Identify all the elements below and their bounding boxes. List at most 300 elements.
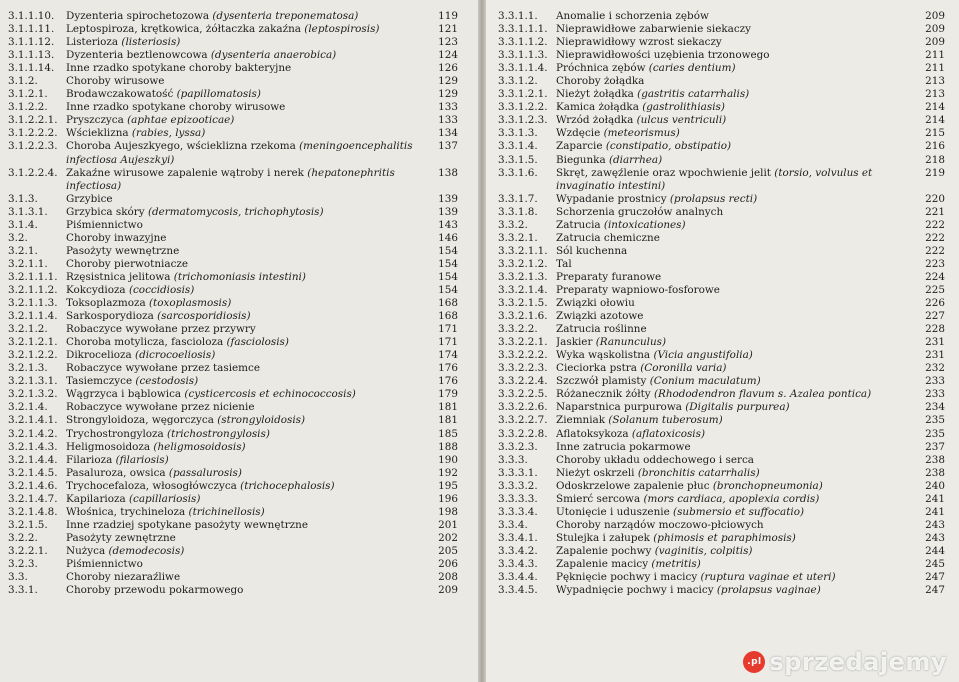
- toc-entry-title: [556, 297, 915, 310]
- toc-entry-latin: (dysenteria anaerobica): [210, 49, 337, 62]
- toc-entry-page: 198: [438, 505, 458, 518]
- toc-entry-page: 176: [438, 362, 458, 375]
- toc-entry-number: 3.1.4.: [8, 218, 38, 231]
- toc-entry-page: 154: [438, 270, 458, 283]
- toc-entry-number: 3.3.2.2.6.: [498, 401, 548, 414]
- toc-entry-page: 179: [438, 388, 458, 401]
- toc-entry-page: 231: [925, 336, 945, 349]
- toc-entry-number: 3.3.2.1.2.: [498, 257, 548, 270]
- toc-entry-latin: (trichostrongylosis): [167, 427, 270, 440]
- toc-entry-text: Zatrucia: [556, 218, 604, 231]
- watermark-logo: [743, 648, 947, 676]
- toc-entry-page: 221: [925, 205, 945, 218]
- toc-entry-page: 222: [925, 218, 945, 231]
- toc-entry: [498, 258, 945, 271]
- toc-entry-number: 3.2.1.: [8, 244, 38, 257]
- toc-entry-text: Nieprawidłowe zabarwienie siekaczy: [556, 23, 751, 36]
- toc-entry: [8, 219, 458, 232]
- toc-entry-latin: (submersio et suffocatio): [673, 505, 805, 518]
- toc-entry: [498, 193, 945, 206]
- toc-entry-text: Wągrzyca i bąblowica: [66, 388, 185, 401]
- toc-entry-page: 224: [925, 270, 945, 283]
- toc-entry-title: [556, 545, 915, 558]
- toc-entry: [498, 75, 945, 88]
- toc-entry-page: 237: [925, 440, 945, 453]
- toc-entry-text: Tasiemczyce: [66, 375, 136, 388]
- toc-entry-number: 3.3.2.2.: [498, 323, 538, 336]
- toc-entry-text: Robaczyce wywołane przez nicienie: [66, 401, 255, 414]
- toc-entry: [8, 375, 458, 388]
- right-page: [486, 0, 959, 682]
- toc-entry-text: Toksoplazmoza: [66, 297, 149, 310]
- toc-entry-title: [556, 88, 915, 101]
- toc-entry: [8, 62, 458, 75]
- toc-entry-number: 3.3.1.8.: [498, 205, 538, 218]
- toc-entry-page: 213: [925, 75, 945, 88]
- toc-entry-page: 137: [438, 140, 458, 153]
- toc-entry-number: 3.2.1.4.4.: [8, 453, 58, 466]
- toc-entry-number: 3.1.1.11.: [8, 23, 55, 36]
- toc-entry-number: 3.2.1.2.2.: [8, 349, 58, 362]
- toc-entry-title: [556, 362, 915, 375]
- toc-entry-title: [556, 388, 915, 401]
- toc-entry: [498, 245, 945, 258]
- toc-entry-title: [556, 336, 915, 349]
- toc-entry-title: [556, 480, 915, 493]
- toc-entry-page: 216: [925, 140, 945, 153]
- toc-entry-page: 138: [438, 166, 458, 179]
- toc-entry: [498, 101, 945, 114]
- toc-entry-title: [556, 271, 915, 284]
- toc-entry-number: 3.1.2.2.1.: [8, 114, 58, 127]
- toc-entry-text: Choroby pierwotniacze: [66, 257, 189, 270]
- toc-entry: [498, 493, 945, 506]
- toc-entry-number: 3.3.2.1.1.: [498, 244, 548, 257]
- toc-entry-page: 171: [438, 336, 458, 349]
- toc-entry: [8, 245, 458, 258]
- toc-entry-page: 196: [438, 492, 458, 505]
- toc-entry: [498, 349, 945, 362]
- toc-entry-title: [556, 414, 915, 427]
- toc-entry: [8, 193, 458, 206]
- toc-entry: [8, 297, 458, 310]
- toc-entry-title: [66, 467, 428, 480]
- toc-entry-latin: (listeriosis): [121, 36, 181, 49]
- toc-entry-page: 223: [925, 257, 945, 270]
- toc-entry-page: 214: [925, 101, 945, 114]
- toc-entry-title: [66, 349, 428, 362]
- toc-entry-page: 168: [438, 297, 458, 310]
- toc-entry-title: [556, 310, 915, 323]
- toc-entry: [8, 232, 458, 245]
- toc-entry: [8, 519, 458, 532]
- toc-entry-title: [556, 506, 915, 519]
- toc-entry-title: [66, 532, 428, 545]
- toc-entry-page: 209: [925, 36, 945, 49]
- toc-entry-title: [556, 323, 915, 336]
- toc-entry-number: 3.2.2.1.: [8, 544, 48, 557]
- toc-entry: [498, 375, 945, 388]
- toc-entry-latin: (phimosis et paraphimosis): [653, 531, 796, 544]
- toc-entry-number: 3.2.3.: [8, 557, 38, 570]
- toc-entry-text: Wyka wąskolistna: [556, 349, 654, 362]
- toc-entry-page: 143: [438, 218, 458, 231]
- toc-entry-page: 243: [925, 531, 945, 544]
- toc-entry: [498, 23, 945, 36]
- toc-entry-title: [66, 167, 428, 193]
- toc-entry-number: 3.3.2.2.7.: [498, 414, 548, 427]
- toc-entry-title: [556, 75, 915, 88]
- toc-entry-title: [556, 193, 915, 206]
- toc-entry-latin: (prolapsus vaginae): [716, 584, 821, 597]
- toc-entry-text: Preparaty wapniowo-fosforowe: [556, 283, 720, 296]
- toc-entry-title: [66, 375, 428, 388]
- toc-entry: [8, 545, 458, 558]
- toc-entry-title: [66, 401, 428, 414]
- toc-entry-title: [66, 441, 428, 454]
- toc-entry-text: Cieciorka pstra: [556, 362, 641, 375]
- toc-entry-latin: (constipatio, obstipatio): [605, 140, 732, 153]
- toc-entry-number: 3.2.: [8, 231, 28, 244]
- toc-entry-title: [66, 284, 428, 297]
- toc-entry-latin: (cysticercosis et echinococcosis): [184, 388, 356, 401]
- toc-entry-page: 195: [438, 479, 458, 492]
- toc-entry-text: Zapalenie macicy: [556, 557, 652, 570]
- toc-entry-text: Inne rzadko spotykane choroby bakteryjne: [66, 62, 292, 75]
- toc-entry: [8, 493, 458, 506]
- toc-entry: [498, 467, 945, 480]
- toc-entry-title: [556, 23, 915, 36]
- toc-entry-latin: (toxoplasmosis): [149, 297, 232, 310]
- toc-entry: [8, 36, 458, 49]
- toc-entry-page: 209: [438, 584, 458, 597]
- toc-entry-text: Związki azotowe: [556, 310, 644, 323]
- toc-entry: [8, 10, 458, 23]
- toc-entry-text: Filarioza: [66, 453, 116, 466]
- toc-entry-title: [66, 545, 428, 558]
- toc-entry-number: 3.3.2.2.8.: [498, 427, 548, 440]
- toc-entry-text: Próchnica zębów: [556, 62, 649, 75]
- toc-entry-text: Choroba motylicza, fascioloza: [66, 336, 227, 349]
- toc-entry-page: 225: [925, 283, 945, 296]
- toc-entry-page: 227: [925, 310, 945, 323]
- toc-entry-number: 3.3.1.2.: [498, 75, 538, 88]
- toc-entry-text: Naparstnica purpurowa: [556, 401, 686, 414]
- toc-entry: [8, 414, 458, 427]
- toc-entry-number: 3.1.1.14.: [8, 62, 55, 75]
- toc-entry-title: [556, 10, 915, 23]
- toc-entry-latin: (filariosis): [115, 453, 169, 466]
- toc-entry-number: 3.2.2.: [8, 531, 38, 544]
- toc-entry-latin: (sarcosporidiosis): [157, 310, 251, 323]
- toc-entry: [498, 336, 945, 349]
- toc-entry-title: [66, 23, 428, 36]
- toc-entry-text: Kamica żołądka: [556, 101, 643, 114]
- toc-entry-page: 228: [925, 323, 945, 336]
- toc-entry: [8, 532, 458, 545]
- toc-entry: [498, 519, 945, 532]
- toc-entry-title: [556, 441, 915, 454]
- toc-entry-number: 3.2.1.1.4.: [8, 310, 58, 323]
- toc-entry-title: [556, 127, 915, 140]
- toc-entry-title: [556, 258, 915, 271]
- toc-entry: [498, 310, 945, 323]
- toc-entry-text: Choroby układu oddechowego i serca: [556, 453, 754, 466]
- toc-entry-page: 129: [438, 75, 458, 88]
- toc-entry-number: 3.3.2.1.6.: [498, 310, 548, 323]
- toc-entry-number: 3.3.1.2.2.: [498, 101, 548, 114]
- toc-entry-latin: (dicrocoeliosis): [135, 349, 216, 362]
- toc-entry-page: 209: [925, 23, 945, 36]
- toc-entry-latin: (ruptura vaginae et uteri): [700, 571, 836, 584]
- toc-entry-latin: (dermatomycosis, trichophytosis): [147, 205, 324, 218]
- toc-entry-text: Nieprawidłowości uzębienia trzonowego: [556, 49, 770, 62]
- toc-entry-number: 3.3.3.1.: [498, 466, 538, 479]
- toc-entry-text: Grzybice: [66, 192, 113, 205]
- toc-entry-page: 240: [925, 479, 945, 492]
- toc-entry-number: 3.3.1.5.: [498, 153, 538, 166]
- toc-entry-page: 154: [438, 244, 458, 257]
- toc-entry-latin: (prolapsus recti): [669, 192, 758, 205]
- toc-entry: [498, 10, 945, 23]
- toc-entry-title: [556, 101, 915, 114]
- toc-entry: [8, 571, 458, 584]
- toc-entry-text: Nieżyt oskrzeli: [556, 466, 638, 479]
- toc-entry: [8, 388, 458, 401]
- toc-entry-text: Jaskier: [556, 336, 596, 349]
- toc-entry-number: 3.2.1.4.5.: [8, 466, 58, 479]
- toc-entry-page: 238: [925, 466, 945, 479]
- toc-entry-title: [556, 232, 915, 245]
- toc-entry-text: Nieżyt żołądka: [556, 88, 638, 101]
- toc-entry-text: Choroby żołądka: [556, 75, 645, 88]
- toc-entry: [498, 388, 945, 401]
- toc-entry-title: [66, 10, 428, 23]
- toc-entry-number: 3.1.2.2.2.: [8, 127, 58, 140]
- toc-entry: [8, 140, 458, 166]
- toc-entry-page: 185: [438, 427, 458, 440]
- toc-entry-latin: (papillomatosis): [176, 88, 261, 101]
- toc-entry-number: 3.1.2.2.4.: [8, 166, 58, 179]
- toc-entry-number: 3.3.4.1.: [498, 531, 538, 544]
- toc-entry-page: 188: [438, 440, 458, 453]
- toc-entry-page: 123: [438, 36, 458, 49]
- toc-entry-title: [66, 571, 428, 584]
- toc-entry-number: 3.3.2.2.3.: [498, 362, 548, 375]
- toc-entry: [8, 23, 458, 36]
- toc-entry-number: 3.1.2.1.: [8, 88, 48, 101]
- toc-entry-text: Nużyca: [66, 544, 109, 557]
- toc-entry-title: [66, 362, 428, 375]
- toc-entry-page: 213: [925, 88, 945, 101]
- toc-entry-text: Zaparcie: [556, 140, 606, 153]
- toc-entry-page: 181: [438, 414, 458, 427]
- toc-entry-latin: (demodecosis): [108, 544, 185, 557]
- toc-entry-page: 241: [925, 505, 945, 518]
- toc-entry-title: [66, 114, 428, 127]
- toc-entry-title: [66, 206, 428, 219]
- toc-entry-latin: (hepatonephritis infectiosa): [66, 166, 395, 192]
- toc-entry-latin: (intoxicationes): [603, 218, 686, 231]
- toc-entry-text: Kokcydioza: [66, 283, 129, 296]
- toc-entry-page: 215: [925, 127, 945, 140]
- toc-entry-page: 190: [438, 453, 458, 466]
- toc-entry-page: 222: [925, 231, 945, 244]
- toc-entry-latin: (heligmosoidosis): [153, 440, 246, 453]
- toc-entry: [498, 297, 945, 310]
- toc-entry-page: 119: [438, 10, 458, 22]
- toc-entry-title: [556, 62, 915, 75]
- toc-entry-number: 3.2.1.4.2.: [8, 427, 58, 440]
- toc-entry: [8, 428, 458, 441]
- toc-entry-number: 3.2.1.1.1.: [8, 270, 58, 283]
- toc-entry-latin: (strongyloidosis): [217, 414, 306, 427]
- toc-entry-number: 3.3.4.2.: [498, 544, 538, 557]
- toc-entry-number: 3.2.1.5.: [8, 518, 48, 531]
- toc-entry-text: Aflatoksykoza: [556, 427, 632, 440]
- toc-entry-text: Kapilarioza: [66, 492, 129, 505]
- toc-entry-text: Schorzenia gruczołów analnych: [556, 205, 724, 218]
- toc-entry-text: Grzybica skóry: [66, 205, 148, 218]
- toc-entry-number: 3.3.2.1.4.: [498, 283, 548, 296]
- toc-entry-number: 3.3.1.1.: [498, 10, 538, 22]
- toc-entry-title: [66, 506, 428, 519]
- toc-entry: [8, 88, 458, 101]
- toc-entry-number: 3.2.1.3.: [8, 362, 48, 375]
- toc-entry-text: Trychocefaloza, włosogłówczyca: [66, 479, 241, 492]
- toc-entry-title: [66, 36, 428, 49]
- toc-entry-number: 3.3.1.1.1.: [498, 23, 548, 36]
- toc-entry-title: [66, 519, 428, 532]
- toc-entry-title: [556, 519, 915, 532]
- toc-entry: [8, 167, 458, 193]
- book-gutter: [478, 0, 486, 682]
- toc-entry-title: [556, 584, 915, 597]
- toc-entry: [8, 114, 458, 127]
- toc-entry-latin: (dysenteria treponematosa): [212, 10, 359, 22]
- toc-entry-number: 3.3.2.1.3.: [498, 270, 548, 283]
- toc-entry-title: [66, 414, 428, 427]
- toc-entry-title: [66, 297, 428, 310]
- toc-entry-latin: (trichocephalosis): [240, 479, 335, 492]
- toc-entry-title: [556, 532, 915, 545]
- toc-entry-number: 3.2.1.4.: [8, 401, 48, 414]
- toc-entry-title: [556, 558, 915, 571]
- toc-entry-title: [556, 167, 915, 193]
- toc-entry-text: Skręt, zawęźlenie oraz wpochwienie jelit: [556, 166, 775, 179]
- toc-entry-number: 3.2.1.2.1.: [8, 336, 58, 349]
- toc-entry-title: [66, 245, 428, 258]
- toc-entry-title: [66, 310, 428, 323]
- toc-entry-number: 3.2.1.4.3.: [8, 440, 58, 453]
- toc-entry-text: Biegunka: [556, 153, 609, 166]
- toc-entry-number: 3.3.1.6.: [498, 166, 538, 179]
- toc-entry-latin: (caries dentium): [648, 62, 736, 75]
- toc-entry-title: [66, 88, 428, 101]
- toc-entry-number: 3.2.1.3.1.: [8, 375, 58, 388]
- toc-entry: [8, 310, 458, 323]
- toc-entry: [8, 362, 458, 375]
- toc-entry-latin: (Digitalis purpurea): [685, 401, 790, 414]
- toc-entry: [498, 323, 945, 336]
- toc-entry: [498, 545, 945, 558]
- toc-entry: [8, 336, 458, 349]
- toc-entry-number: 3.2.1.3.2.: [8, 388, 58, 401]
- toc-entry-number: 3.2.1.2.: [8, 323, 48, 336]
- toc-entry: [498, 454, 945, 467]
- toc-entry-title: [556, 375, 915, 388]
- toc-entry-latin: (Conium maculatum): [649, 375, 761, 388]
- toc-entry-text: Sól kuchenna: [556, 244, 628, 257]
- toc-entry-number: 3.2.1.4.6.: [8, 479, 58, 492]
- toc-entry: [498, 36, 945, 49]
- toc-entry-text: Utonięcie i uduszenie: [556, 505, 674, 518]
- toc-entry: [8, 454, 458, 467]
- toc-entry: [498, 362, 945, 375]
- toc-entry-text: Inne rzadziej spotykane pasożyty wewnętrzne: [66, 518, 308, 531]
- toc-entry-page: 174: [438, 349, 458, 362]
- toc-entry-text: Pasaluroza, owsica: [66, 466, 169, 479]
- toc-entry-title: [556, 36, 915, 49]
- toc-entry-title: [66, 558, 428, 571]
- toc-entry: [8, 75, 458, 88]
- toc-entry-text: Rzęsistnica jelitowa: [66, 270, 174, 283]
- toc-entry-text: Choroba Aujeszkyego, wścieklizna rzekoma: [66, 140, 300, 153]
- toc-entry-page: 205: [438, 544, 458, 557]
- toc-entry: [498, 558, 945, 571]
- toc-entry-text: Choroby przewodu pokarmowego: [66, 584, 244, 597]
- toc-entry: [498, 88, 945, 101]
- toc-entry-text: Pryszczyca: [66, 114, 128, 127]
- toc-entry-number: 3.3.3.3.: [498, 492, 538, 505]
- toc-entry-text: Stulejka i załupek: [556, 531, 654, 544]
- toc-entry-number: 3.3.4.5.: [498, 584, 538, 597]
- toc-entry: [498, 441, 945, 454]
- toc-entry-title: [556, 571, 915, 584]
- toc-entry-text: Wypadnięcie pochwy i macicy: [556, 584, 717, 597]
- toc-entry-number: 3.1.2.2.3.: [8, 140, 58, 153]
- toc-entry-number: 3.3.1.2.1.: [498, 88, 548, 101]
- toc-entry-text: Wypadanie prostnicy: [556, 192, 670, 205]
- toc-entry-number: 3.3.1.1.3.: [498, 49, 548, 62]
- toc-entry-number: 3.3.2.1.5.: [498, 297, 548, 310]
- toc-entry-text: Brodawczakowatość: [66, 88, 177, 101]
- toc-entry-number: 3.2.1.4.7.: [8, 492, 58, 505]
- toc-entry-latin: (torsio, volvulus et invaginatio intestini): [556, 166, 873, 192]
- toc-entry-page: 139: [438, 192, 458, 205]
- toc-entry-text: Choroby wirusowe: [66, 75, 165, 88]
- toc-entry-page: 218: [925, 153, 945, 166]
- toc-entry-number: 3.3.2.2.5.: [498, 388, 548, 401]
- toc-entry-number: 3.3.3.4.: [498, 505, 538, 518]
- toc-entry-number: 3.3.1.4.: [498, 140, 538, 153]
- toc-entry-latin: (cestodosis): [135, 375, 199, 388]
- toc-entry-page: 146: [438, 231, 458, 244]
- toc-entry-text: Sarkosporydioza: [66, 310, 158, 323]
- toc-entry-title: [556, 49, 915, 62]
- toc-entry-number: 3.2.1.4.8.: [8, 505, 58, 518]
- toc-entry-text: Dyzenteria beztlenowcowa: [66, 49, 211, 62]
- toc-entry: [498, 140, 945, 153]
- toc-entry-number: 3.3.4.3.: [498, 557, 538, 570]
- toc-entry: [498, 284, 945, 297]
- toc-entry-page: 211: [925, 62, 945, 75]
- toc-entry: [498, 506, 945, 519]
- toc-entry-page: 176: [438, 375, 458, 388]
- toc-entry-title: [556, 154, 915, 167]
- toc-entry-page: 245: [925, 557, 945, 570]
- toc-entry-title: [66, 258, 428, 271]
